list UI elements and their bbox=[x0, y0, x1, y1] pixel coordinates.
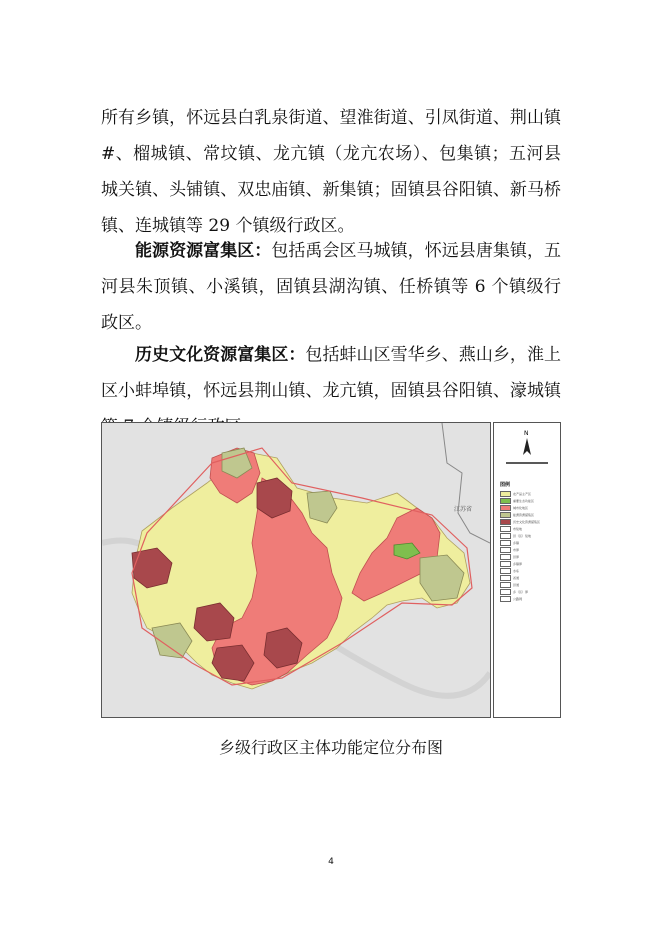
legend-swatch bbox=[500, 554, 511, 560]
legend-swatch bbox=[500, 561, 511, 567]
legend-swatch bbox=[500, 589, 511, 595]
legend-label: 历史文化资源富集区 bbox=[513, 520, 541, 524]
legend-swatch bbox=[500, 575, 511, 581]
jiangsu-label: 江苏省 bbox=[454, 506, 473, 513]
legend-swatch bbox=[500, 568, 511, 574]
legend-label: 县道 bbox=[513, 583, 520, 587]
legend-title: 图例 bbox=[500, 482, 511, 488]
legend-label: 乡（区）界 bbox=[513, 590, 529, 594]
legend-label: 水系 bbox=[513, 569, 520, 573]
legend-item bbox=[500, 582, 556, 587]
legend-item bbox=[500, 575, 556, 580]
legend-swatch bbox=[500, 526, 511, 532]
legend-swatch bbox=[500, 505, 511, 511]
legend-item bbox=[500, 491, 556, 496]
legend-label: 公路网 bbox=[513, 597, 523, 601]
legend-label: 县界 bbox=[513, 555, 520, 559]
legend-swatch bbox=[500, 547, 511, 553]
energy-zone-text: 包括禹会区马城镇，怀远县唐集镇，五河县朱顶镇、小溪镇，固镇县湖沟镇、任桥镇等 6 个镇级行政区。 bbox=[101, 241, 562, 333]
history-zone-heading: 历史文化资源富集区： bbox=[135, 345, 306, 365]
legend-item bbox=[500, 547, 556, 552]
legend-swatch bbox=[500, 498, 511, 504]
legend-panel bbox=[494, 473, 560, 717]
legend-label: 乡镇界 bbox=[513, 562, 523, 566]
north-arrow-icon bbox=[494, 423, 560, 473]
page-number: 4 bbox=[328, 857, 334, 867]
legend-label: 市驻地 bbox=[513, 527, 523, 531]
legend-item bbox=[500, 561, 556, 566]
legend-item bbox=[500, 498, 556, 503]
history-zone-text: 包括蚌山区雪华乡、燕山乡，淮上区小蚌埠镇，怀远县荆山镇、龙亢镇，固镇县谷阳镇、濠城镇 bbox=[101, 345, 562, 401]
legend-swatch bbox=[500, 582, 511, 588]
legend-label: 重要生态功能区 bbox=[513, 499, 535, 503]
legend-item bbox=[500, 540, 556, 545]
legend-swatch bbox=[500, 596, 511, 602]
legend-label: 省道 bbox=[513, 576, 520, 580]
legend-item bbox=[500, 533, 556, 538]
legend-item bbox=[500, 519, 556, 524]
function-zoning-map bbox=[101, 422, 491, 718]
legend-label: 城市化地区 bbox=[513, 506, 529, 510]
legend-swatch bbox=[500, 519, 511, 525]
map-side-panel bbox=[493, 422, 561, 718]
legend-item bbox=[500, 568, 556, 573]
legend-label: 县（区）驻地 bbox=[513, 534, 532, 538]
legend-item bbox=[500, 589, 556, 594]
compass-panel bbox=[494, 423, 560, 474]
energy-zone-heading: 能源资源富集区： bbox=[135, 241, 272, 261]
legend-swatch bbox=[500, 491, 511, 497]
legend-swatch bbox=[500, 533, 511, 539]
legend-item bbox=[500, 526, 556, 531]
legend-label: 能源资源富集区 bbox=[513, 513, 535, 517]
paragraph-townships: 所有乡镇，怀远县白乳泉街道、望淮街道、引凤街道、荆山镇#、榴城镇、常坟镇、龙亢镇（龙亢农场）、包集镇；五河县城关镇、头铺镇、双忠庙镇、新集镇；固镇县谷阳镇、新马桥镇、连城镇等 29 个镇级行政区。 bbox=[101, 108, 561, 236]
legend-item bbox=[500, 505, 556, 510]
legend-item bbox=[500, 554, 556, 559]
legend-item bbox=[500, 512, 556, 517]
legend-label: 乡镇 bbox=[513, 541, 520, 545]
legend-swatch bbox=[500, 540, 511, 546]
compass-letter: N bbox=[524, 430, 529, 437]
paragraph-energy-zone bbox=[101, 233, 561, 341]
legend-label: 农产品主产区 bbox=[513, 492, 532, 496]
legend-swatch bbox=[500, 512, 511, 518]
map-svg bbox=[102, 423, 490, 717]
figure-caption: 乡级行政区主体功能定位分布图 bbox=[218, 738, 443, 757]
legend-item bbox=[500, 596, 556, 601]
legend-label: 市界 bbox=[513, 548, 520, 552]
